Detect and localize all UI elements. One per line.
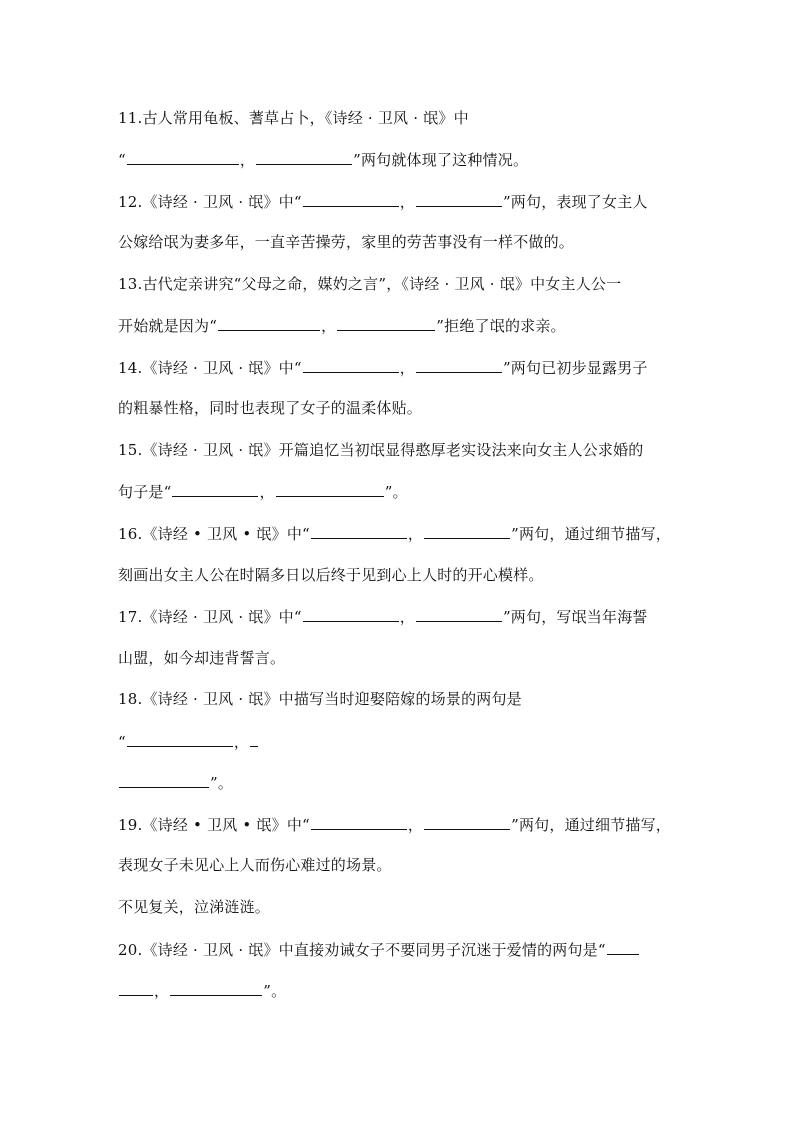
answer-blank[interactable] bbox=[416, 357, 502, 373]
answer-blank[interactable] bbox=[172, 481, 258, 497]
comma: ， bbox=[154, 982, 170, 1000]
question-16-text: 刻画出女主人公在时隔多日以后终于见到心上人时的开心模样。 bbox=[118, 566, 544, 584]
question-15-suffix: ”。 bbox=[384, 483, 408, 501]
question-15-prefix: 句子是“ bbox=[118, 483, 172, 501]
comma: ， bbox=[407, 816, 424, 834]
question-13-line-1 bbox=[118, 274, 621, 294]
question-13-suffix: ”拒绝了氓的求亲。 bbox=[436, 317, 566, 335]
question-12-line-1 bbox=[118, 191, 648, 212]
question-18-line-3 bbox=[118, 772, 233, 793]
comma: ， bbox=[233, 733, 250, 751]
question-20-line-1 bbox=[118, 939, 640, 960]
answer-blank[interactable] bbox=[303, 357, 399, 373]
answer-blank[interactable] bbox=[311, 814, 407, 830]
open-quote: “ bbox=[118, 733, 126, 751]
question-17-text: 山盟，如今却违背誓言。 bbox=[118, 649, 286, 667]
comma: ， bbox=[407, 525, 424, 543]
question-12-text: 公嫁给氓为妻多年，一直辛苦操劳，家里的劳苦事没有一样不做的。 bbox=[118, 233, 575, 251]
answer-blank[interactable] bbox=[607, 939, 639, 955]
answer-blank[interactable] bbox=[127, 149, 239, 165]
answer-blank[interactable] bbox=[256, 149, 352, 165]
question-14-text: 的粗暴性格，同时也表现了女子的温柔体贴。 bbox=[118, 399, 423, 417]
comma: ， bbox=[399, 193, 415, 211]
question-19-prefix: 19.《诗经 • 卫风 • 氓》中“ bbox=[118, 816, 310, 834]
answer-blank[interactable] bbox=[424, 814, 510, 830]
question-20-text: 20.《诗经 · 卫风 · 氓》中直接劝诫女子不要同男子沉迷于爱情的两句是“ bbox=[118, 941, 606, 959]
question-14-prefix: 14.《诗经 · 卫风 · 氓》中“ bbox=[118, 359, 302, 377]
question-19-suffix: ”两句，通过细节描写， bbox=[511, 816, 671, 834]
answer-blank[interactable] bbox=[119, 772, 209, 788]
question-16-prefix: 16.《诗经 • 卫风 • 氓》中“ bbox=[118, 525, 310, 543]
question-16-line-1 bbox=[118, 523, 671, 544]
answer-blank[interactable] bbox=[303, 606, 399, 622]
answer-blank[interactable] bbox=[303, 191, 399, 207]
question-19-line-1 bbox=[118, 814, 671, 835]
question-12-prefix: 12.《诗经 · 卫风 · 氓》中“ bbox=[118, 193, 302, 211]
comma: ， bbox=[399, 359, 415, 377]
question-18-text: 18.《诗经 · 卫风 · 氓》中描写当时迎娶陪嫁的场景的两句是 bbox=[118, 690, 522, 708]
answer-blank[interactable] bbox=[250, 731, 258, 747]
question-19-answer bbox=[118, 897, 270, 917]
question-18-tail: ”。 bbox=[210, 774, 234, 792]
question-13-text: 13.古代定亲讲究“父母之命，媒妁之言”，《诗经 · 卫风 · 氓》中女主人公一 bbox=[118, 275, 622, 293]
answer-blank[interactable] bbox=[119, 980, 153, 996]
question-11-text: 11.古人常用龟板、蓍草占卜，《诗经 · 卫风 · 氓》中 bbox=[118, 109, 469, 127]
question-18-line-2 bbox=[118, 731, 259, 752]
question-17-line-2 bbox=[118, 648, 285, 668]
answer-blank[interactable] bbox=[276, 481, 384, 497]
answer-blank[interactable] bbox=[127, 731, 233, 747]
question-17-prefix: 17.《诗经 · 卫风 · 氓》中“ bbox=[118, 608, 302, 626]
question-13-line-2 bbox=[118, 315, 566, 336]
question-11-line-1 bbox=[118, 108, 469, 128]
question-20-tail: ”。 bbox=[263, 982, 287, 1000]
answer-blank[interactable] bbox=[170, 980, 262, 996]
question-17-line-1 bbox=[118, 606, 648, 627]
question-17-suffix: ”两句，写氓当年海誓 bbox=[502, 608, 648, 626]
answer-blank[interactable] bbox=[416, 606, 502, 622]
question-11-tail: ”两句就体现了这种情况。 bbox=[353, 151, 529, 169]
question-20-line-2 bbox=[118, 980, 286, 1001]
answer-blank[interactable] bbox=[337, 315, 435, 331]
comma: ， bbox=[239, 151, 256, 169]
comma: ， bbox=[321, 317, 337, 335]
comma: ， bbox=[259, 483, 275, 501]
question-14-line-1 bbox=[118, 357, 648, 378]
question-16-line-2 bbox=[118, 565, 544, 585]
question-11-line-2 bbox=[118, 149, 528, 170]
answer-text: 不见复关，泣涕涟涟。 bbox=[118, 898, 271, 916]
question-12-suffix: ”两句，表现了女主人 bbox=[502, 193, 648, 211]
question-15-line-2 bbox=[118, 481, 408, 502]
answer-blank[interactable] bbox=[311, 523, 407, 539]
question-19-text: 表现女子未见心上人而伤心难过的场景。 bbox=[118, 856, 392, 874]
comma: ， bbox=[399, 608, 415, 626]
question-15-text: 15.《诗经 · 卫风 · 氓》开篇追忆当初氓显得憨厚老实设法来向女主人公求婚的 bbox=[118, 441, 644, 459]
open-quote: “ bbox=[118, 151, 126, 169]
answer-blank[interactable] bbox=[424, 523, 510, 539]
question-14-line-2 bbox=[118, 398, 422, 418]
question-19-line-2 bbox=[118, 855, 392, 875]
question-16-suffix: ”两句，通过细节描写， bbox=[511, 525, 671, 543]
question-15-line-1 bbox=[118, 440, 643, 460]
answer-blank[interactable] bbox=[218, 315, 320, 331]
question-13-prefix: 开始就是因为“ bbox=[118, 317, 218, 335]
answer-blank[interactable] bbox=[416, 191, 502, 207]
question-14-suffix: ”两句已初步显露男子 bbox=[502, 359, 648, 377]
question-18-line-1 bbox=[118, 689, 522, 709]
question-12-line-2 bbox=[118, 232, 574, 252]
